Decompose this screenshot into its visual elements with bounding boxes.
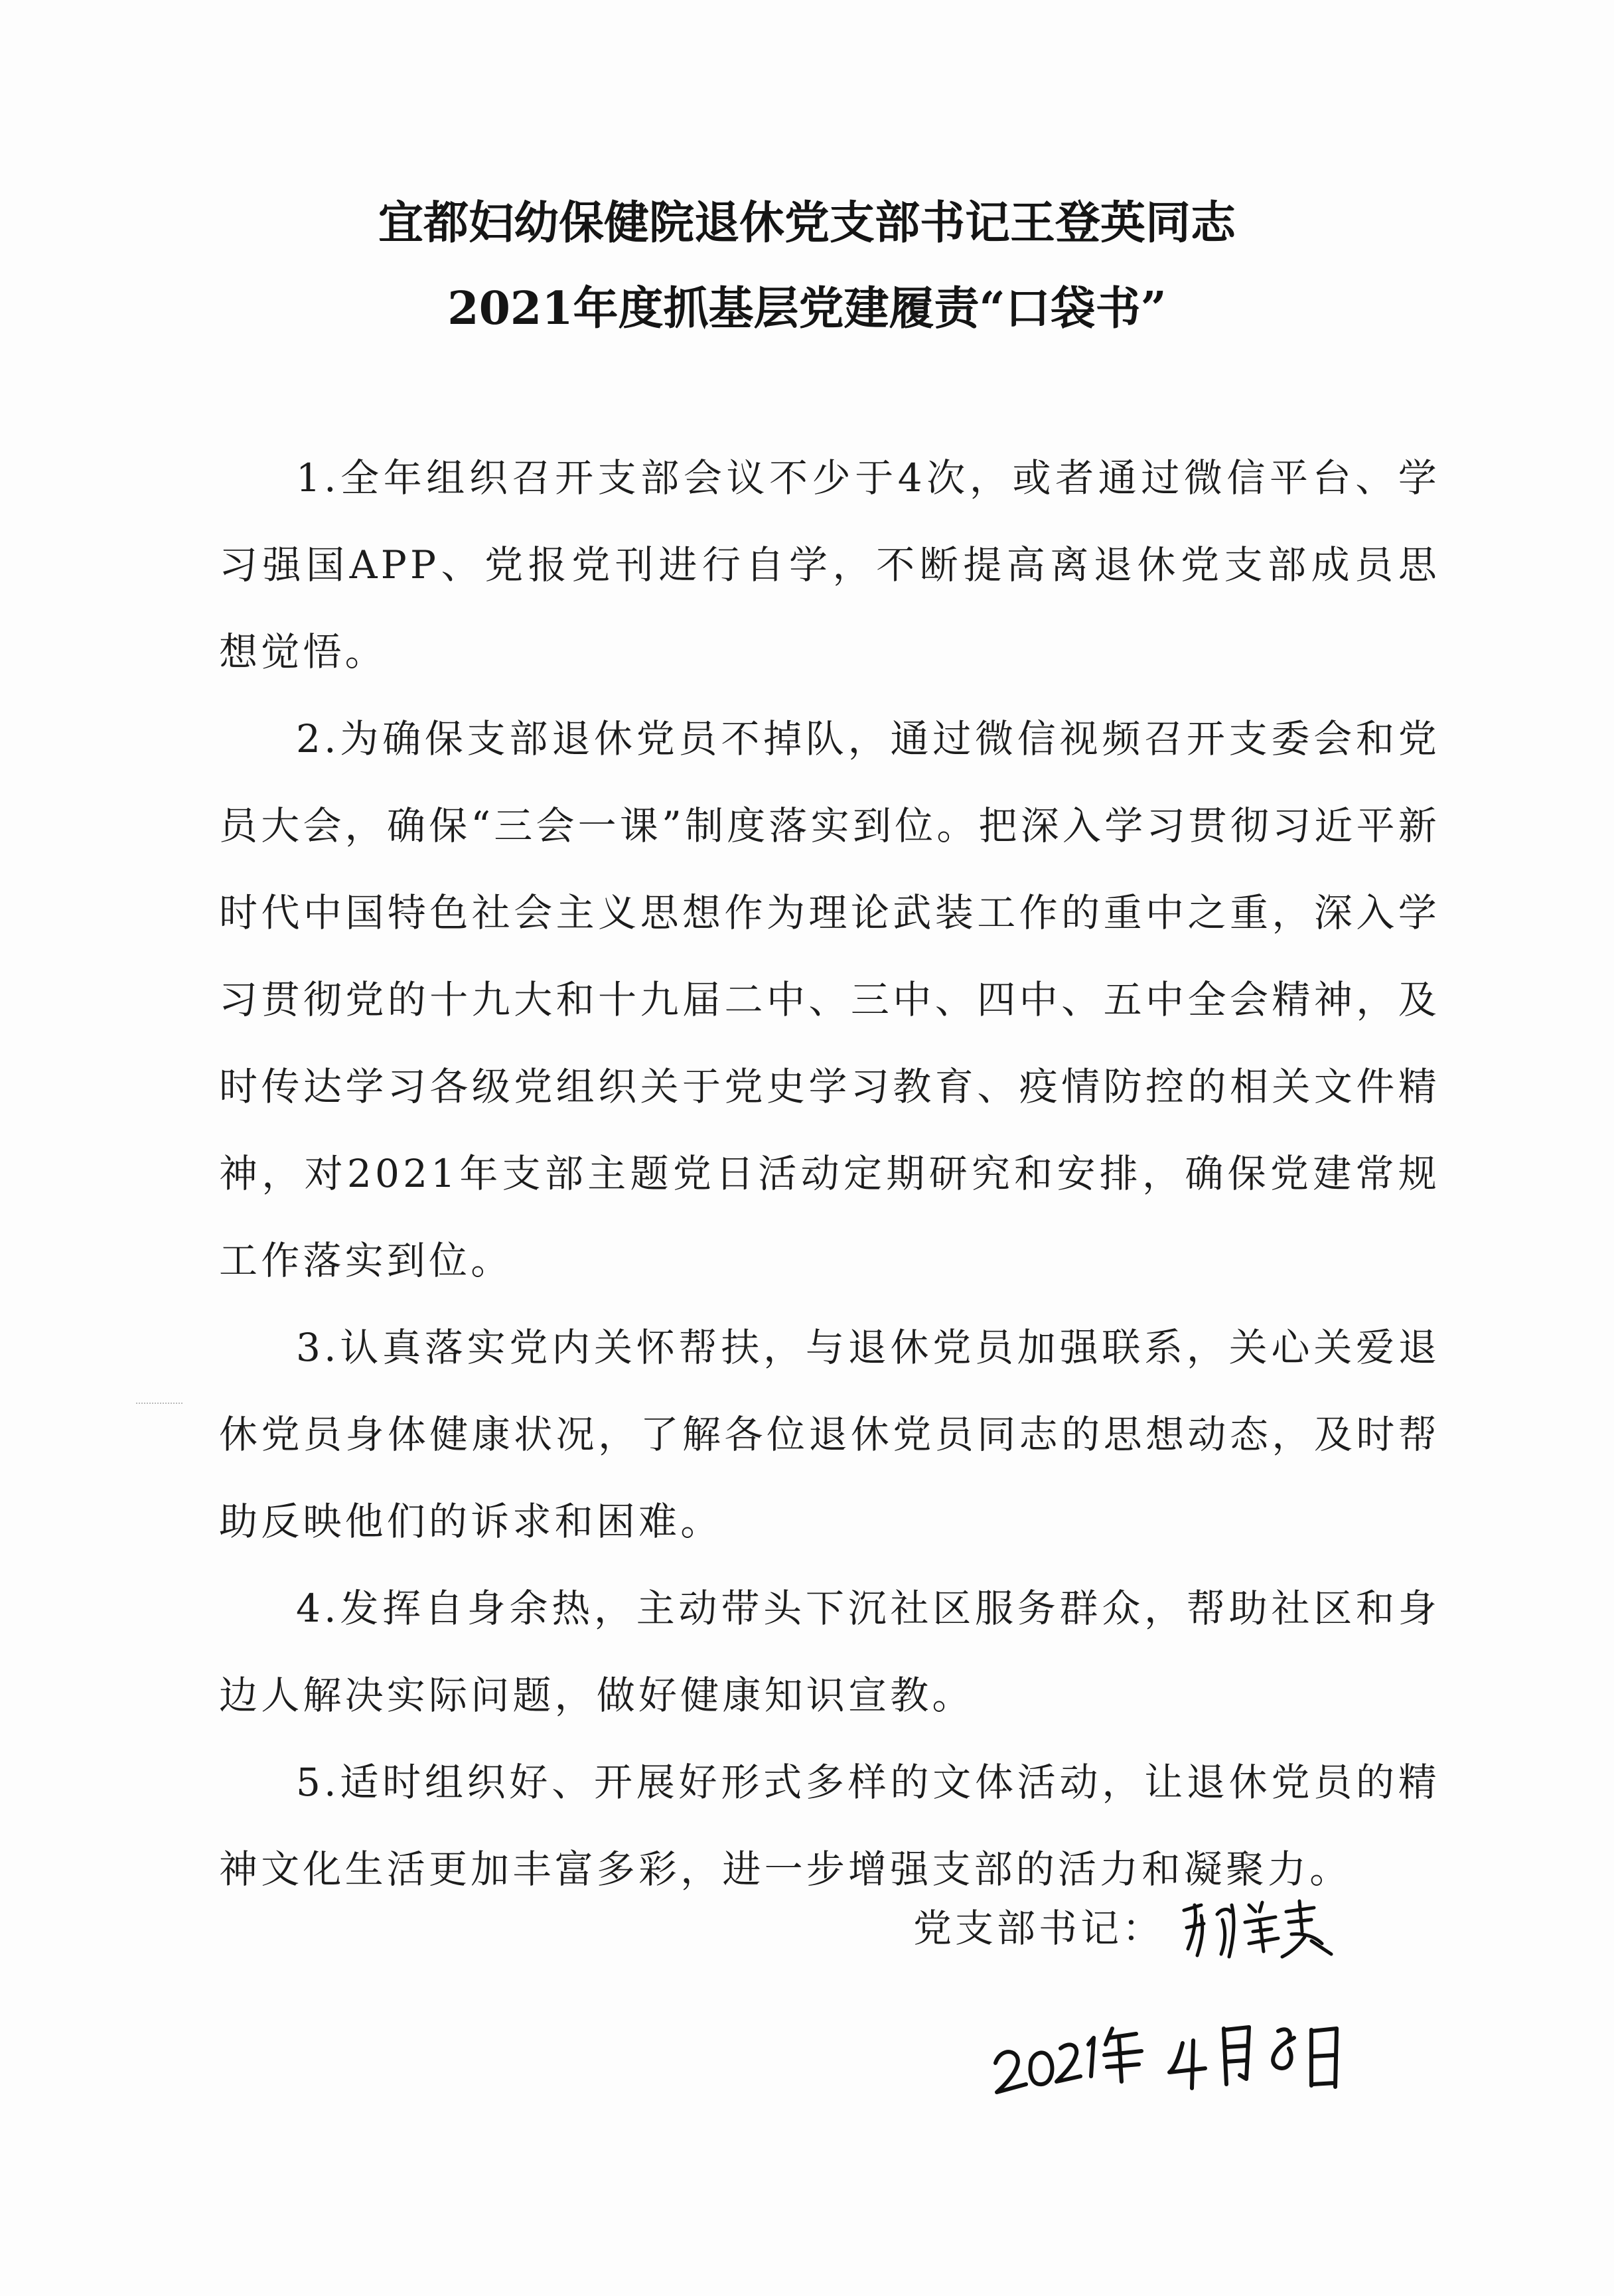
document-title-line-1: 宜都妇幼保健院退休党支部书记王登英同志 (378, 196, 1236, 250)
paragraph-4: 4.发挥自身余热，主动带头下沉社区服务群众，帮助社区和身边人解决实际问题，做好健康知识宣教。 (219, 1586, 1440, 1718)
signature-block (913, 1895, 1374, 1955)
paragraph-5: 5.适时组织好、开展好形式多样的文体活动，让退休党员的精神文化生活更加丰富多彩，进一步增强支部的活力和凝聚力。 (219, 1760, 1440, 1892)
document-body (219, 435, 1440, 1913)
handwritten-date (982, 1991, 1354, 2124)
scan-artifact (136, 1403, 183, 1406)
paragraph-2: 2.为确保支部退休党员不掉队，通过微信视频召开支委会和党员大会，确保“三会一课”制度落实到位。把深入学习贯彻习近平新时代中国特色社会主义思想作为理论武装工作的重中之重，深入学习贯彻党的十九大和十九届二中、三中、四中、五中全会精神，及时传达学习各级党组织关于党史学习教育、疫情防控的相关文件精神，对2021年支部主题党日活动定期研究和安排，确保党建常规工作落实到位。 (219, 716, 1440, 1283)
paragraph-3: 3.认真落实党内关怀帮扶，与退休党员加强联系，关心关爱退休党员身体健康状况，了解各位退休党员同志的思想动态，及时帮助反映他们的诉求和困难。 (219, 1325, 1440, 1544)
document-title-line-2: 2021年度抓基层党建履责“口袋书” (447, 282, 1167, 335)
paragraph-1: 1.全年组织召开支部会议不少于4次，或者通过微信平台、学习强国APP、党报党刊进行自学，不断提高离退休党支部成员思想觉悟。 (219, 455, 1440, 674)
handwritten-signature (1175, 1885, 1374, 1965)
signer-label: 党支部书记： (913, 1906, 1165, 1951)
